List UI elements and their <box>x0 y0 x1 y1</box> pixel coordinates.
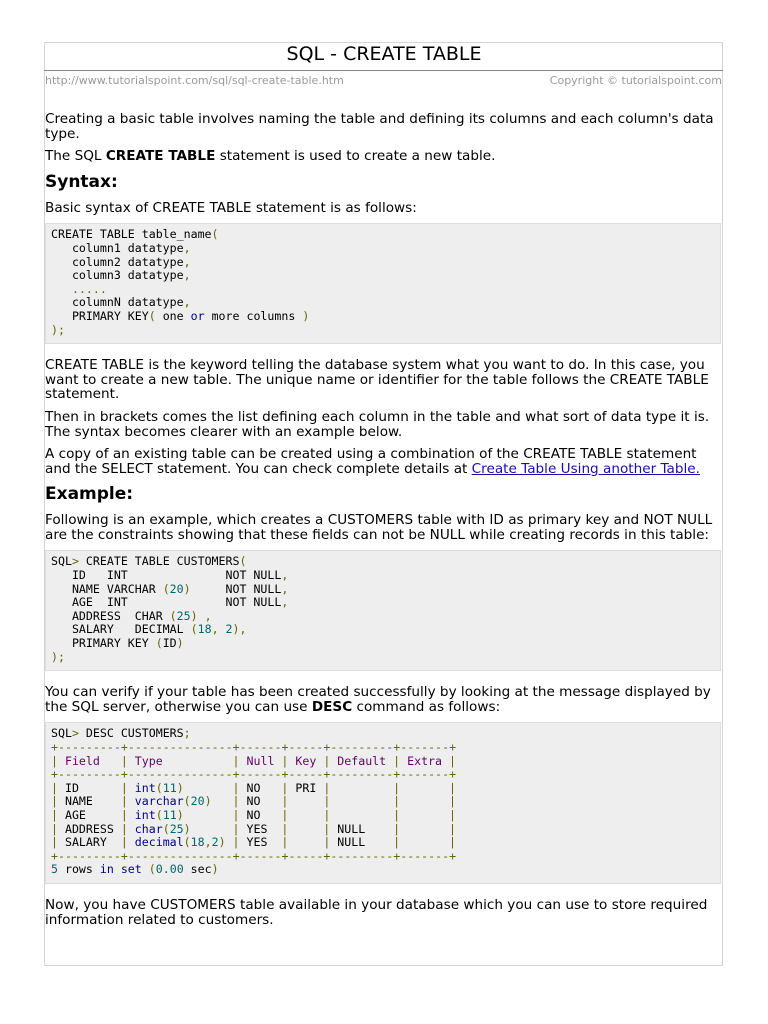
code-line: ADDRESS CHAR (25) , <box>51 608 212 623</box>
keyword-bold: CREATE TABLE <box>105 148 216 165</box>
example-code-block <box>45 550 721 671</box>
desc-output-block <box>45 722 721 884</box>
code-line: ..... <box>71 281 107 296</box>
page-title: SQL - CREATE TABLE <box>286 43 482 65</box>
syntax-explanation-2: Then in brackets comes the list defining each column in the table and what sort of data type it is. The syntax becomes clearer with an example below. <box>45 408 710 440</box>
code-line: column2 datatype, <box>51 254 191 269</box>
closing-paragraph: Now, you have CUSTOMERS table available in your database which you can use to store required information related to customers. <box>45 896 708 928</box>
code-line: CREATE TABLE table_name( <box>51 227 219 242</box>
intro-statement-paragraph <box>45 149 721 164</box>
code-line: | SALARY | decimal(18,2) | YES | | NULL | | <box>51 835 456 850</box>
code-line: SQL> DESC CUSTOMERS; <box>51 726 191 741</box>
copyright-notice: Copyright © tutorialspoint.com <box>549 74 722 87</box>
text-run: statement is used to create a new table. <box>215 148 496 165</box>
code-line: column1 datatype, <box>51 240 191 255</box>
code-line: | NAME | varchar(20) | NO | | | | <box>51 794 456 809</box>
verify-paragraph <box>45 685 721 714</box>
code-line: +---------+---------------+------+-----+---------+-------+ <box>51 767 457 782</box>
syntax-code-block <box>45 223 721 344</box>
intro-paragraph: Creating a basic table involves naming the table and defining its columns and each column's data type. <box>45 111 714 142</box>
code-line: NAME VARCHAR (20) NOT NULL, <box>51 581 289 596</box>
code-line: +---------+---------------+------+-----+---------+-------+ <box>51 740 457 754</box>
code-line: | ID | int(11) | NO | PRI | | | <box>51 780 456 795</box>
syntax-explanation-1: CREATE TABLE is the keyword telling the database system what you want to do. In this case, you want to create a new table. The unique name or identifier for the table follows the CREATE TABLE statement. <box>45 357 709 403</box>
text-run: You can verify if your table has been created successfully by looking at the message displayed by the SQL server, otherwise you can use <box>45 684 711 715</box>
example-lead: Following is an example, which creates a CUSTOMERS table with ID as primary key and NOT NULL are the constraints showing that these fields can not be NULL while creating records in this table: <box>45 512 713 543</box>
desc-keyword-bold: DESC <box>311 698 353 715</box>
syntax-lead: Basic syntax of CREATE TABLE statement is as follows: <box>45 199 417 216</box>
create-table-copy-link[interactable]: Create Table Using another Table. <box>471 460 700 477</box>
code-line: +---------+---------------+------+-----+---------+-------+ <box>51 848 457 863</box>
syntax-explanation-3 <box>45 447 721 476</box>
text-run: A copy of an existing table can be created using a combination of the CREATE TABLE statement and the SELECT statement. You can check complete details at <box>45 446 697 477</box>
code-line: SALARY DECIMAL (18, 2), <box>51 622 247 637</box>
text-run: command as follows: <box>352 698 501 715</box>
code-line: column3 datatype, <box>51 268 191 283</box>
code-line: columnN datatype, <box>51 295 191 310</box>
code-line: ); <box>51 322 65 337</box>
code-line: PRIMARY KEY (ID) <box>51 636 184 651</box>
code-line: 5 rows in set (0.00 sec) <box>51 862 219 877</box>
source-url: http://www.tutorialspoint.com/sql/sql-create-table.htm <box>45 74 344 87</box>
article-body <box>45 112 721 935</box>
code-line: AGE INT NOT NULL, <box>51 595 289 610</box>
code-line: | AGE | int(11) | NO | | | | <box>51 807 456 822</box>
code-line: ); <box>51 649 65 664</box>
example-heading: Example: <box>45 484 134 505</box>
text-run: The SQL <box>45 148 106 165</box>
code-line: | Field | Type | Null | Key | Default | Extra | <box>51 753 456 768</box>
code-line: PRIMARY KEY( one or more columns ) <box>51 308 310 323</box>
title-divider <box>44 70 723 71</box>
syntax-heading: Syntax: <box>45 171 118 192</box>
code-line: ID INT NOT NULL, <box>51 568 289 583</box>
code-line: SQL> CREATE TABLE CUSTOMERS( <box>51 554 247 569</box>
code-line: | ADDRESS | char(25) | YES | | NULL | | <box>51 821 456 836</box>
